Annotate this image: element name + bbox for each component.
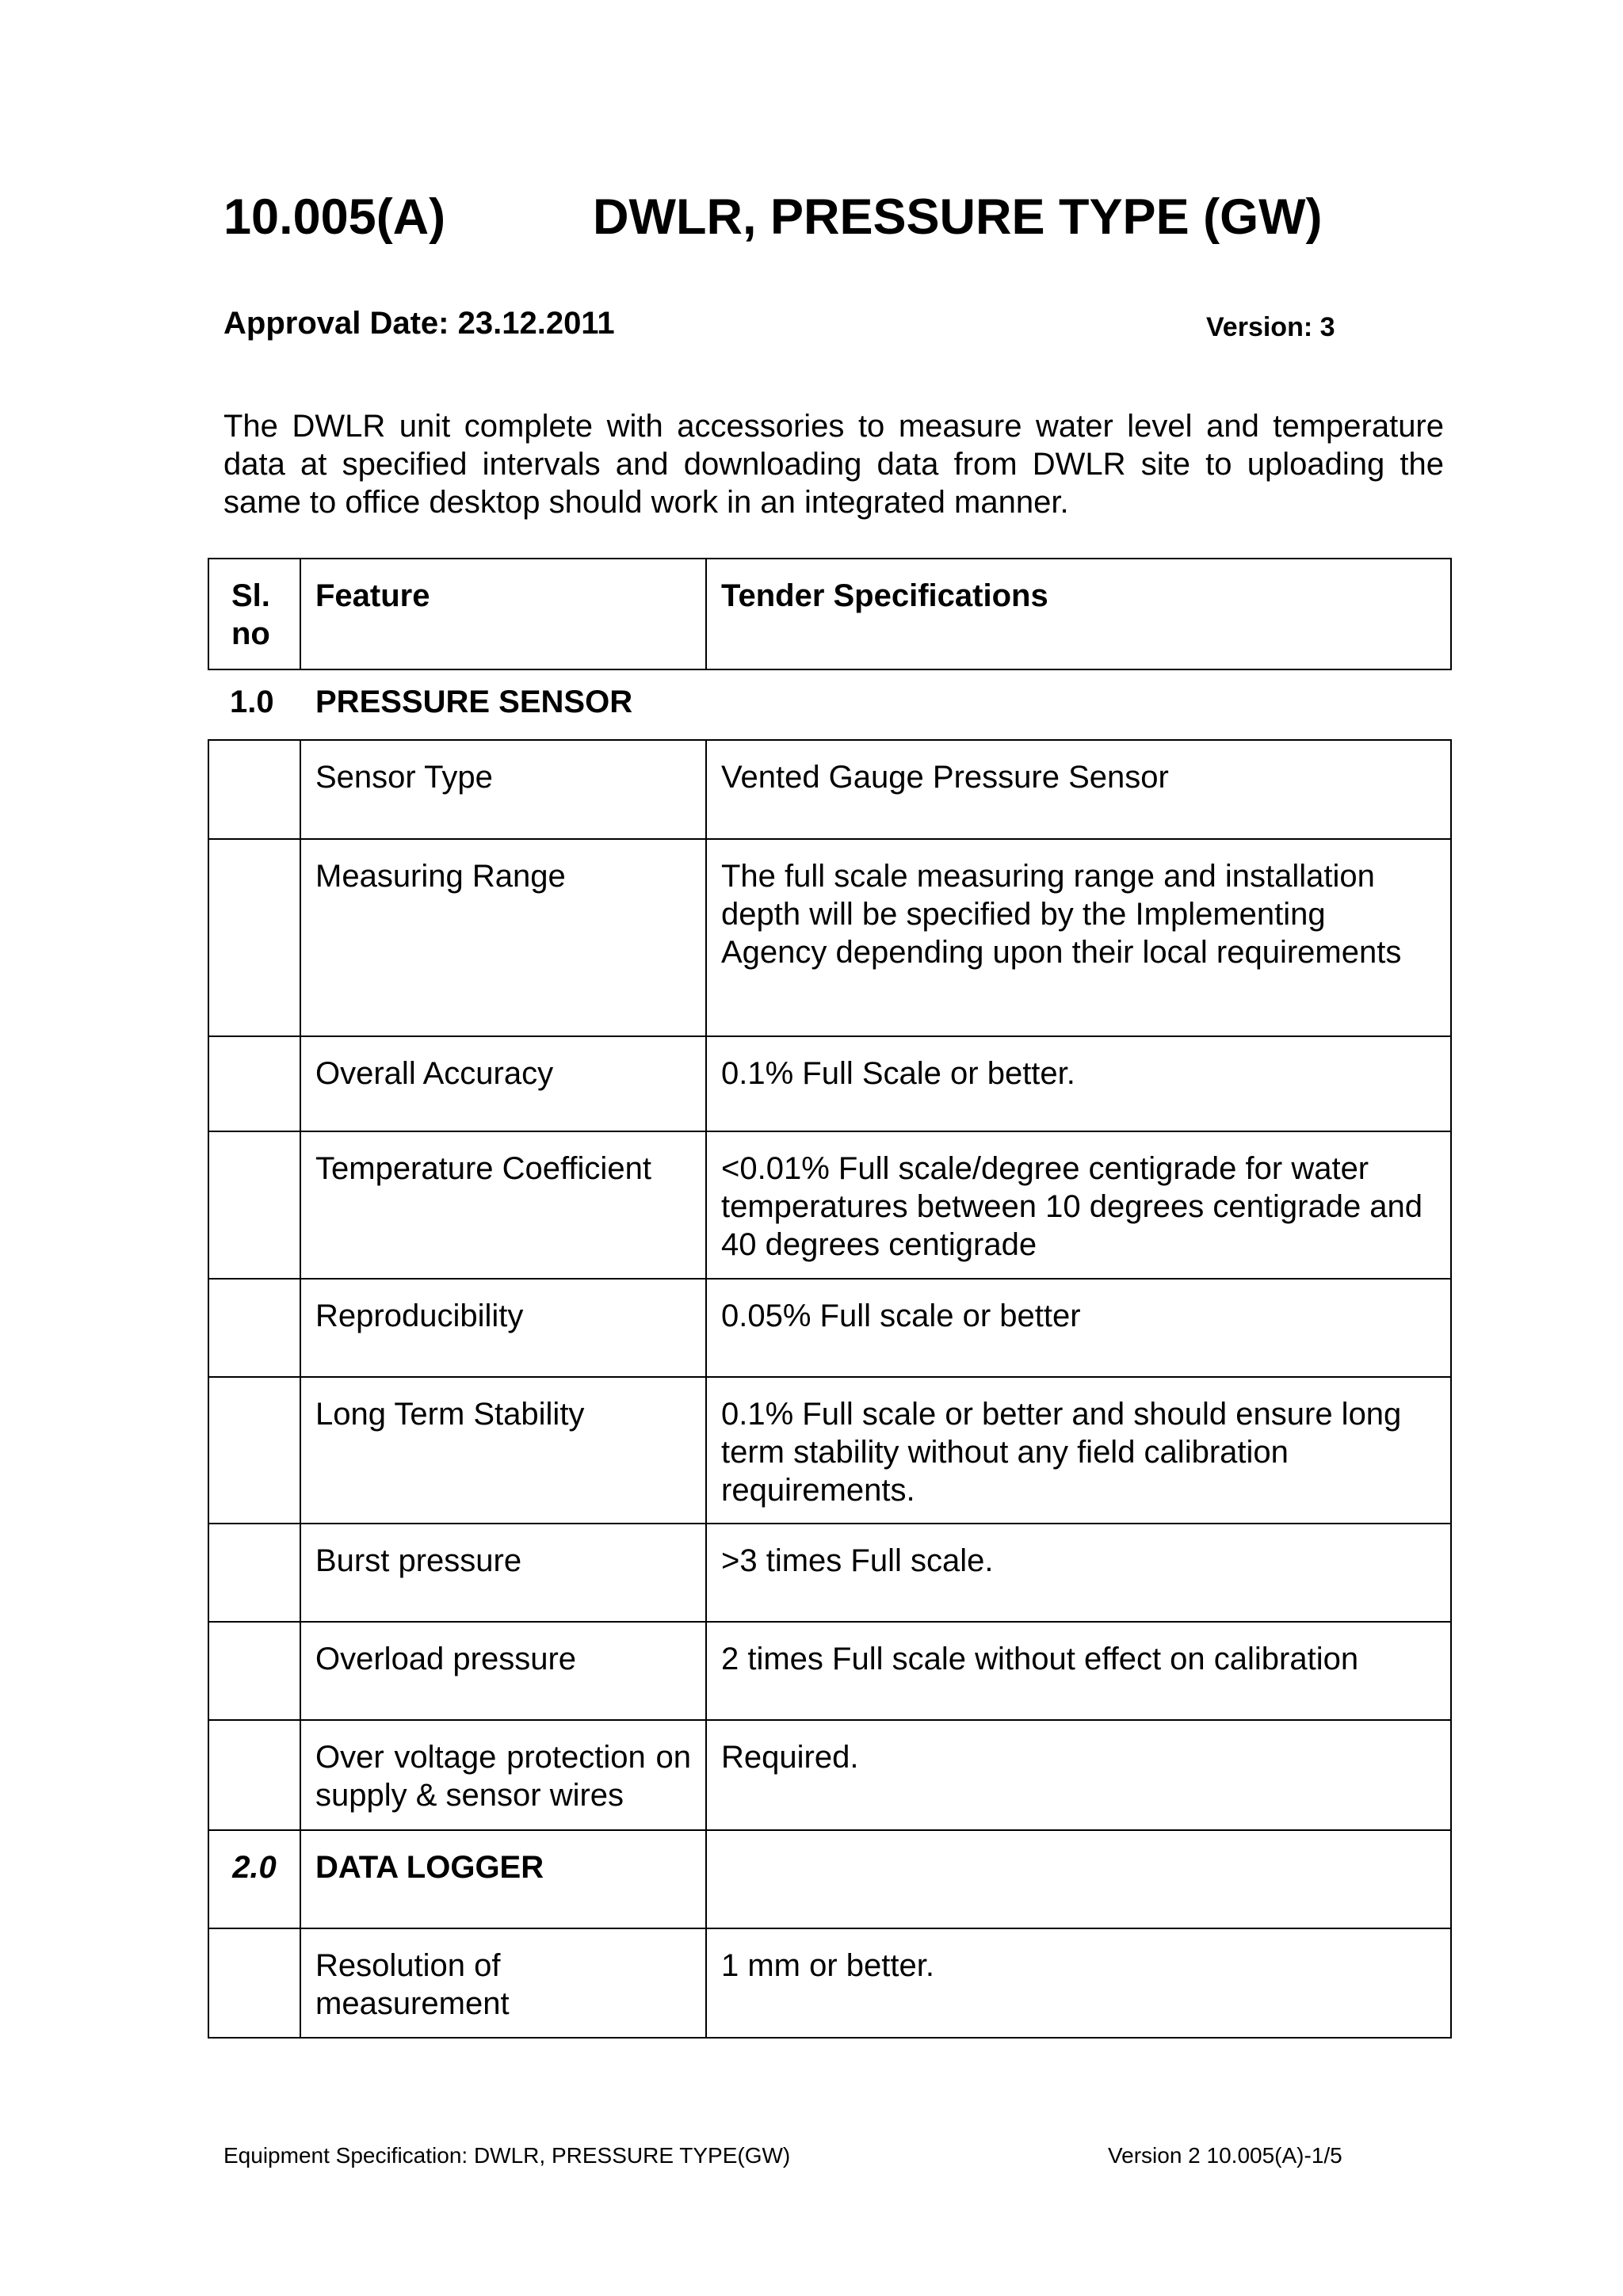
cell-feature: Burst pressure: [300, 1524, 706, 1622]
section-number: 1.0: [230, 685, 274, 719]
cell-sl-no: [208, 1036, 300, 1131]
table-row: [208, 1131, 1451, 1279]
cell-feature: Long Term Stability: [300, 1377, 706, 1524]
cell-spec: 0.1% Full Scale or better.: [706, 1036, 1451, 1131]
footer-left: Equipment Specification: DWLR, PRESSURE TYPE(GW): [223, 2143, 791, 2168]
cell-sl-no: [208, 1720, 300, 1830]
header-tender-specifications: Tender Specifications: [706, 559, 1451, 669]
spec-table: [208, 739, 1452, 2039]
cell-sl-no: [208, 839, 300, 1036]
cell-feature: Over voltage protection on supply & sensor wires: [300, 1720, 706, 1830]
table-row: [208, 1928, 1451, 2038]
cell-feature: Reproducibility: [300, 1279, 706, 1377]
cell-sl-no: [208, 740, 300, 839]
cell-feature: Overall Accuracy: [300, 1036, 706, 1131]
table-header-row: [208, 559, 1451, 669]
header-feature: Feature: [300, 559, 706, 669]
cell-spec: Vented Gauge Pressure Sensor: [706, 740, 1451, 839]
cell-sl-no: [208, 1377, 300, 1524]
cell-sl-no: [208, 1131, 300, 1279]
table-row: [208, 1622, 1451, 1720]
intro-paragraph: The DWLR unit complete with accessories to measure water level and temperature data at specified intervals and downloading data from DWLR site to uploading the same to office desktop should work in an integrated manner.: [223, 409, 1444, 520]
spec-table-header: [208, 558, 1452, 670]
document-title: DWLR, PRESSURE TYPE (GW): [593, 189, 1323, 245]
header-sl-no: Sl. no: [208, 559, 300, 669]
cell-feature: Sensor Type: [300, 740, 706, 839]
cell-spec: [706, 1830, 1451, 1928]
table-row: [208, 1720, 1451, 1830]
cell-sl-no: [208, 1524, 300, 1622]
cell-spec: 1 mm or better.: [706, 1928, 1451, 2038]
version-label: Version: 3: [1206, 312, 1335, 342]
cell-spec: 2 times Full scale without effect on calibration: [706, 1622, 1451, 1720]
section-number-cell: 2.0: [208, 1830, 300, 1928]
table-row: [208, 740, 1451, 839]
table-row: [208, 1036, 1451, 1131]
cell-spec: Required.: [706, 1720, 1451, 1830]
cell-spec: 0.1% Full scale or better and should ensure long term stability without any field calibration requirements.: [706, 1377, 1451, 1524]
cell-feature: Overload pressure: [300, 1622, 706, 1720]
cell-spec: <0.01% Full scale/degree centigrade for water temperatures between 10 degrees centigrade and 40 degrees centigrade: [706, 1131, 1451, 1279]
document-code: 10.005(A): [223, 189, 446, 245]
cell-feature: Resolution of measurement: [300, 1928, 706, 2038]
footer-right: Version 2 10.005(A)-1/5: [1108, 2143, 1342, 2168]
section-title: PRESSURE SENSOR: [315, 685, 633, 719]
cell-sl-no: [208, 1279, 300, 1377]
table-row-section: [208, 1830, 1451, 1928]
table-row: [208, 839, 1451, 1036]
cell-sl-no: [208, 1928, 300, 2038]
cell-sl-no: [208, 1622, 300, 1720]
section-title-cell: DATA LOGGER: [300, 1830, 706, 1928]
table-row: [208, 1279, 1451, 1377]
cell-spec: 0.05% Full scale or better: [706, 1279, 1451, 1377]
table-row: [208, 1524, 1451, 1622]
cell-spec: >3 times Full scale.: [706, 1524, 1451, 1622]
cell-feature: Temperature Coefficient: [300, 1131, 706, 1279]
cell-spec: The full scale measuring range and installation depth will be specified by the Implementing Agency depending upon their local requirements: [706, 839, 1451, 1036]
cell-feature: Measuring Range: [300, 839, 706, 1036]
approval-date: Approval Date: 23.12.2011: [223, 306, 615, 341]
table-row: [208, 1377, 1451, 1524]
